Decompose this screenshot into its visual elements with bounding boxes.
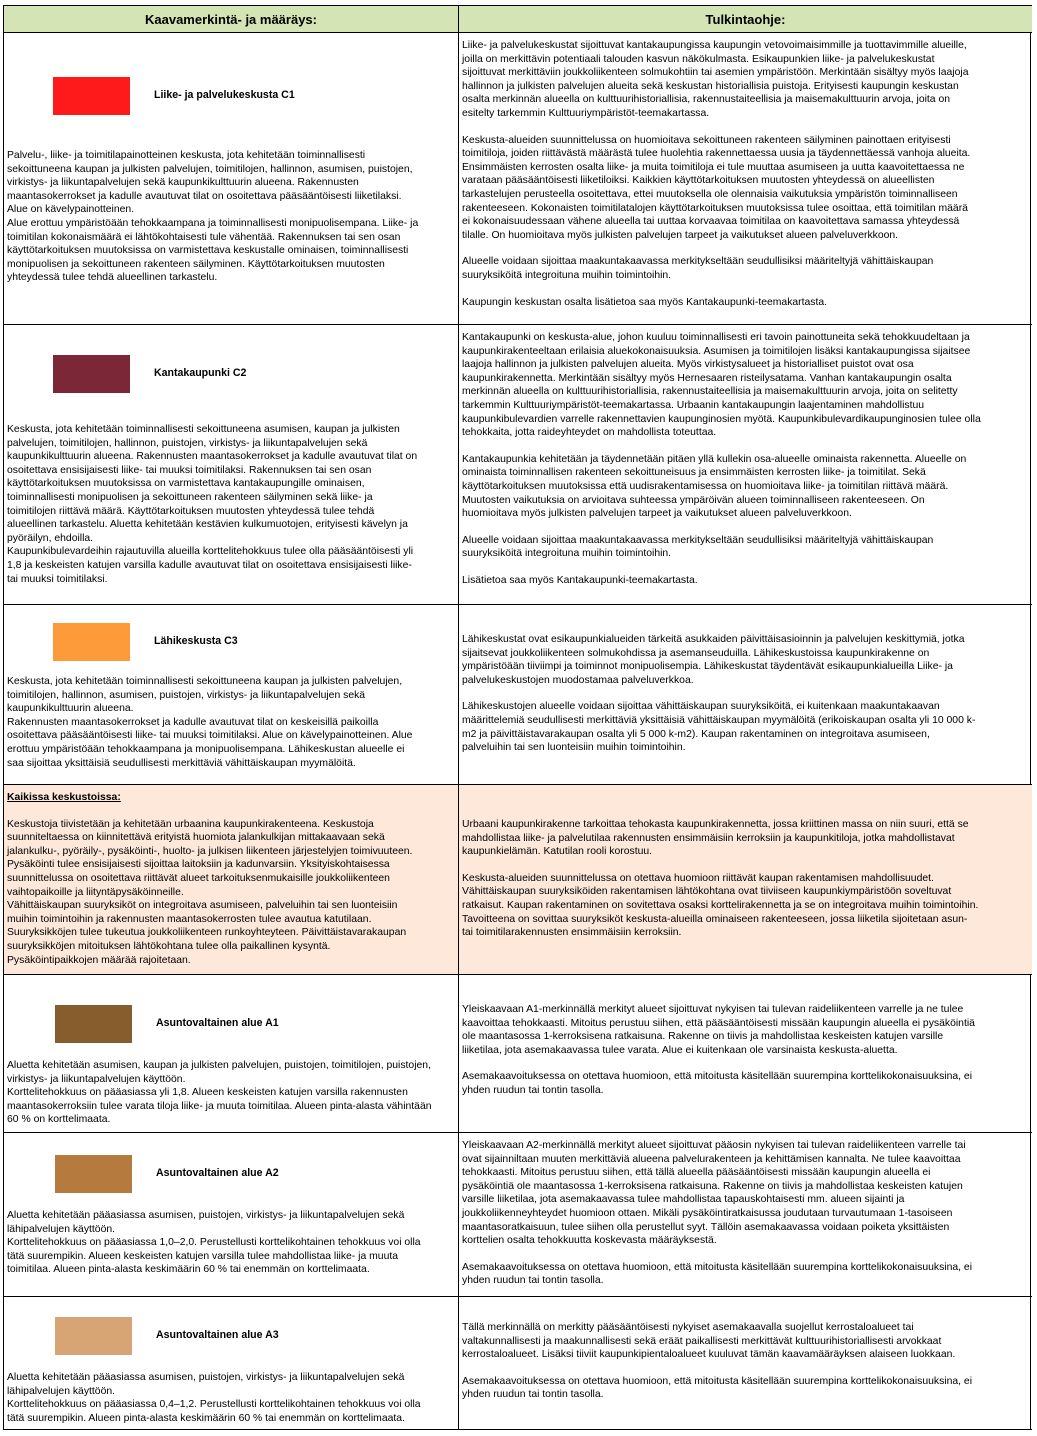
interpretation-text: Lähikeskustat ovat esikaupunkialueiden tärkeitä asukkaiden päivittäisasioinnin ja palvelujen keskittymiä, jotka sijaitsevat joukkoliikenteen solmukohdissa ja asemanseuduilla. Lähikeskustoissa kaupunkirakenne on ympäristöään tiiviimpi ja toiminnot monipuolisempia. Lähikeskustat täydentävät esikaupunkialueilla Liike- ja palvelukeskustojen muodostamaa palveluverkkoa.: [462, 634, 965, 686]
regulation-text-a1: Aluetta kehitetään asumisen, kaupan ja julkisten palvelujen, puistojen, toimitilojen, puistojen, virkistys- ja liikuntapalvelujen käyttöön. Korttelitehokkuus on pääasiassa yli 1,8. Alueen keskeisten katujen varsilla rakennusten maantasokerroksiin tulee varata tiloja liike- ja muuta toimitilaa. Alueen pinta-alasta vähintään 60 % on korttelimaata.: [7, 1060, 432, 1126]
row-a1-interpretation: [459, 975, 1032, 1133]
row-c1-regulation: [4, 33, 459, 325]
interpretation-text: Asemakaavoituksessa on otettava huomioon, että mitoitusta käsitellään suurempina korttelikokonaisuuksina, ei yhden ruudun tai tontin tasolla.: [462, 1375, 972, 1401]
interpretation-text: Yleiskaavaan A1-merkinnällä merkityt alueet sijoittuvat nykyisen tai tulevan raideliikenteen varrelle ja ne tulee kaavoittaa tehokkaasti. Mitoitus perustuu siihen, että pääsääntöisesti missään kaupungin alueella ei pysäköintiä ole maantasossa 1-kerroksisena ratkaisuna. Rakenne on tiivis ja mahdollistaa keskeisten katujen varsille liiketilaa, jota asemakaavassa tulee varata. Alue ei kuitenkaan ole varsinaista keskusta-aluetta.: [462, 1004, 975, 1056]
regulation-text-a2: Aluetta kehitetään pääasiassa asumisen, puistojen, virkistys- ja liikuntapalvelujen sekä lähipalvelujen käyttöön. Korttelitehokkuus on pääasiassa 1,0–2,0. Perustellusti korttelikohtainen tehokkuus voi olla tätä suurempikin. Alueen keskeisten katujen varsilla tulee mahdollistaa liike- ja muuta toimitilaa. Alueen pinta-alasta keskimäärin 60 % tai enemmän on korttelimaata.: [7, 1210, 421, 1276]
swatch-a2: [55, 1155, 132, 1193]
row-all-centres-regulation: [4, 785, 459, 975]
row-a3-regulation: [4, 1297, 459, 1430]
regulation-text-c3: Keskusta, jota kehitetään toiminnallisesti sekoittuneena kaupan ja julkisten palvelujen, toimitilojen, hallinnon, asumisen, puistojen, virkistys- ja liikuntapalvelujen sekä kaupunkikulttuurin alueena. Rakennusten maantasokerrokset ja kadulle avautuvat tilat on keskeisillä paikoilla osoitettava pääsääntöisesti liike- tai muuksi toimitilaksi. Alue on kävelypainotteinen. Alue erottuu ympäristöään tehokkaampana ja monipuolisempana. Lähikeskustan alueelle ei saa sijoittaa yksittäisiä seudullisesti merkittäviä vähittäiskaupan myymälöitä.: [7, 676, 413, 769]
row-a2-regulation: [4, 1133, 459, 1297]
interpretation-text: Lisätietoa saa myös Kantakaupunki-teemakartasta.: [462, 574, 698, 586]
interpretation-text: Kantakaupunki on keskusta-alue, johon kuuluu toiminnallisesti eri tavoin painottuneita sekä tehokkuudeltaan ja kaupunkirakenteeltaan erilaisia aluekokonaisuuksia. Asumisen ja toimitilojen lisäksi kantakaupungissa sijaitsee laajoja hallinnon ja julkisten palvelujen alueita. Myös virkistysalueet ja historialliset puistot ovat osa kaupunkirakennetta. Merkintään sisältyy myös Hernesaaren risteilysatama. Vanhan kantakaupungin osalta merkinnän alueella on kulttuurihistoriallisia, rakennustaiteellisia ja maisemakulttuurin arvoja, joita on selitetty tarkemmin Kulttuuriympäristöt-teemakartassa. Urbaanin kantakaupungin laajentaminen mahdollistuu kaupunkibulevardien varrelle rakennettavien kaupunginosien myötä. Kaupunkibulevardikaupunginosien tulee olla tehokkaita, jotta raideyhteydet on mahdollista toteuttaa.: [462, 332, 981, 439]
header-interpretation: Tulkintaohje:: [459, 5, 1032, 33]
swatch-c3: [53, 623, 130, 661]
legend-label-c3: Lähikeskusta C3: [154, 635, 238, 648]
interpretation-text: Asemakaavoituksessa on otettava huomioon, että mitoitusta käsitellään suurempina korttelikokonaisuuksina, ei yhden ruudun tai tontin tasolla.: [462, 1261, 972, 1287]
interpretation-text: Lähikeskustojen alueelle voidaan sijoittaa vähittäiskaupan suuryksiköitä, ei kuitenkaan maakuntakaavan määrittelemiä seudullisesti merkittäviä yksittäisiä vähittäiskaupan myymälöitä (erikoiskaupan osalta yli 10 000 k- m2 ja päivittäistavarakaupan osalta yli 5 000 k-m2). Kaupan rakentaminen on integroitava asumiseen, palveluihin tai sen luonteisiin muihin toimintoihin.: [462, 701, 976, 754]
interpretation-text: Keskusta-alueiden suunnittelussa on huomioitava sekoittuneen rakenteen säilyminen painottaen erityisesti toimitiloja, joiden riittävästä määrästä tulee huolehtia rakennettaessa uusia ja täydennettäessä vanhoja alueita. Ensimmäisten kerrosten osalta liike- ja muita toimitiloja ei tule muuttaa asumiseen ja uutta kaavoitettaessa ne varataan pääsääntöisesti liiketiloiksi. Kaikkien käyttötarkoituksen muutosten yhteydessä on alueellisten tarkastelujen perusteella osoitettava, ettei muutoksella ole olennaisia vaikutuksia ympäristön toiminnalliseen rakenteeseen. Kokonaisten toimitilatalojen käyttötarkoituksen muutoksissa tulee osoittaa, että toimitilan määrä ei kokonaisuudessaan vähene alueella tai uuttaa korvaavaa toimitilaa on kaavoitettava samassa yhteydessä tilalle. On huomioitava myös julkisten palvelujen tarpeet ja vaikutukset alueen palveluverkkoon.: [462, 134, 971, 241]
swatch-c1: [53, 77, 130, 115]
row-all-centres-interpretation: [459, 785, 1032, 975]
legend-c1: [53, 77, 454, 115]
table-grid: [3, 5, 1031, 1430]
legend-label-c1: Liike- ja palvelukeskusta C1: [154, 89, 295, 102]
swatch-a1: [55, 1005, 132, 1043]
legend-label-a2: Asuntovaltainen alue A2: [156, 1167, 279, 1180]
interpretation-text: Asemakaavoituksessa on otettava huomioon, että mitoitusta käsitellään suurempina korttelikokonaisuuksina, ei yhden ruudun tai tontin tasolla.: [462, 1071, 972, 1096]
interpretation-text: Tällä merkinnällä on merkitty pääsääntöisesti nykyiset asemakaavalla suojellut kerrostaloalueet tai valtakunnallisesti ja maakunnallisesti sekä eräät paikallisesti merkittävät kulttuurihistoriallisesti arvokkaat kerrostaloalueet. Lisäksi tiiviit kaupunkipientaloalueet kuuluvat tämän kaavamääräyksen alaiseen luokkaan.: [462, 1322, 956, 1361]
interpretation-text: Urbaani kaupunkirakenne tarkoittaa tehokasta kaupunkirakennetta, jossa kriittinen massa on niin suuri, että se mahdollistaa liike- ja palvelutilaa rakennusten ensimmäisiin kerroksiin ja kaupunkitiloja, jotka mahdollistavat kaupunkielämän. Katutilan rooli korostuu.: [462, 819, 969, 858]
row-c3-interpretation: [459, 605, 1032, 785]
row-c2-regulation: [4, 325, 459, 605]
regulation-text-c1: Palvelu-, liike- ja toimitilapainotteinen keskusta, jota kehitetään toiminnallisesti sekoittuneena kaupan ja julkisten palvelujen, toimitilojen, hallinnon, asumisen, puistojen, virkistys- ja liikuntapalvelujen sekä kaupunkikulttuurin alueena. Rakennusten maantasokerrokset ja kadulle avautuvat tilat on osoitettava pääsääntöisesti liiketilaksi. Alue on kävelypainotteinen. Alue erottuu ympäristöään tehokkaampana ja toiminnallisesti monipuolisempana. Liike- ja toimitilan kokonaismäärä ei lähtökohtaisesti tule vähentää. Rakennuksen tai sen osan käyttötarkoituksen muutoksissa on varmistettava keskustalle ominaisen, toiminnallisesti monipuolisen ja sekoittuneen rakenteen säilyminen. Käyttötarkoituksen muutosten yhteydessä tulee tehdä alueellinen tarkastelu.: [7, 150, 419, 284]
interpretation-text: Liike- ja palvelukeskustat sijoittuvat kantakaupungissa kaupungin vetovoimaisimmille ja tuottavimmille alueille, joilla on merkittävin potentiaali talouden kasvun näkökulmasta. Esikaupunkien liike- ja palvelukeskustat sijoittuvat merkittäviin joukkoliikenteen solmukohtiin tai asemien ympäristöön. Merkintään sisältyy myös laajoja hallinnon ja julkisten palvelujen alueita sekä keskustan historiallisia puistoja. Erityisesti kaupungin keskustan osalta merkinnän alueella on kulttuurihistoriallisia, rakennustaiteellisia ja maisemakulttuurin arvoja, joita on esitelty tarkemmin Kulttuuriympäristöt-teemakartassa.: [462, 40, 969, 119]
regulation-text-c2: Keskusta, jota kehitetään toiminnallisesti sekoittuneena asumisen, kaupan ja julkisten palvelujen, toimitilojen, hallinnon, puistojen, virkistys- ja liikuntapalvelujen sekä kaupunkikulttuurin alueena. Rakennusten maantasokerrokset ja kadulle avautuvat tilat on osoitettava ensisijaisesti liike- tai muuksi toimitilaksi. Rakennuksen tai sen osan käyttötarkoituksen muutoksissa on varmistettava kantakaupungille ominaisen, toiminnallisesti monipuolisen ja sekoittuneen rakenteen säilyminen sekä liike- ja toimitilojen riittävä määrä. Käyttötarkoituksen muutosten yhteydessä tulee tehdä alueellinen tarkastelu. Aluetta kehitetään kestävien kulkumuotojen, erityisesti kävelyn ja pyöräilyn, ehdoilla. Kaupunkibulevardeihin rajautuvilla alueilla korttelitehokkuus tulee olla pääsääntöisesti yli 1,8 ja keskeisten katujen varsilla kadulle avautuvat tilat on osoitettava ensisijaisesti liike- tai muuksi toimitilaksi.: [7, 424, 418, 585]
row-c2-interpretation: [459, 325, 1032, 605]
header-regulation: Kaavamerkintä- ja määräys:: [4, 5, 459, 33]
swatch-c2: [53, 355, 130, 393]
legend-label-a3: Asuntovaltainen alue A3: [156, 1329, 279, 1342]
regulation-text-a3: Aluetta kehitetään pääasiassa asumisen, puistojen, virkistys- ja liikuntapalvelujen sekä lähipalvelujen käyttöön. Korttelitehokkuus on pääasiassa 0,4–1,2. Perustellusti korttelikohtainen tehokkuus voi olla tätä suurempikin. Alueen pinta-alasta keskimäärin 60 % tai enemmän on korttelimaata.: [7, 1372, 421, 1424]
interpretation-text: Keskusta-alueiden suunnittelussa on otettava huomioon riittävät kaupan rakentamisen mahdollisuudet. Vähittäiskaupan suuryksiköiden rakentamisen lähtökohtana ovat tiiviiseen kaupunkiympäristöön soveltuvat ratkaisut. Kaupan rakentaminen on sovitettava osaksi korttelirakennetta ja se on integroitava muihin toimintoihin. Tavoitteena on sovittaa suuryksiköt keskusta-alueilla ominaiseen rakenteeseen, jossa liiketila sijoitetaan asun- tai toimitilarakennusten ensimmäisiin kerroksiin.: [462, 872, 979, 939]
row-a3-interpretation: [459, 1297, 1032, 1430]
regulation-text-all-centres: Keskustoja tiivistetään ja kehitetään urbaanina kaupunkirakenteena. Keskustoja suunniteltaessa on kiinnitettävä erityistä huomiota jalankulkijan mittakaavaan sekä jalankulku-, pyöräily-, pysäköinti-, huolto- ja julkisen liikenteen järjestelyjen toimivuuteen. Pysäköinti tulee ensisijaisesti sijoittaa laitoksiin ja kadunvarsiin. Yksityiskohtaisessa suunnittelussa on osoitettava riittävät alueet tarkoituksenmukaisille joukkoliikenteen vaihtopaikoille ja liityntäpysäköinneille. Vähittäiskaupan suuryksiköt on integroitava asumiseen, palveluihin tai sen luonteisiin muihin toimintoihin ja rakennusten maantasokerrosten tulee avautua katutilaan. Suuryksikköjen tulee tukeutua joukkoliikenteen runkoyhteyteen. Päivittäistavarakaupan suuryksikköjen mitoituksen lähtökohtana tulee olla paikallinen kysyntä. Pysäköintipaikkojen määrää rajoitetaan.: [7, 818, 413, 966]
legend-c3: [53, 623, 454, 661]
interpretation-text: Kantakaupunkia kehitetään ja täydennetään pitäen yllä kullekin osa-alueelle ominaista rakennetta. Alueelle on ominaista toiminnallisen rakenteen sekoittuneisuus ja ensimmäisten kerrosten liike- ja toimitilat. Sekä käyttötarkoituksen muutoksissa että uudisrakentamisessa on huomioitava liike- ja toimitilan riittävä määrä. Muutosten vaikutuksia on arvioitava suhteessa ympäröivän alueen toiminnalliseen rakenteeseen. On huomioitava myös julkisten palvelujen tarpeet ja vaikutukset alueen palveluverkkoon.: [462, 453, 967, 520]
plan-regulation-table: [3, 5, 1031, 1430]
legend-a1: [55, 1005, 454, 1043]
interpretation-text: Kaupungin keskustan osalta lisätietoa saa myös Kantakaupunki-teemakartasta.: [462, 296, 828, 308]
legend-c2: [53, 355, 454, 393]
all-centres-title: Kaikissa keskustoissa:: [7, 792, 121, 803]
swatch-a3: [55, 1317, 132, 1355]
legend-label-c2: Kantakaupunki C2: [154, 367, 247, 380]
interpretation-text: Yleiskaavaan A2-merkinnällä merkityt alueet sijoittuvat pääosin nykyisen tai tulevan raideliikenteen varrelle tai ovat sijainniltaan muuten merkittäviä alueena palvelurakenteen ja kehittämisen kannalta. Ne tulee kaavoittaa tehokkaasti. Mitoitus perustuu siihen, että tällä alueella pääsääntöisesti missään kaupungin alueella ei pysäköintiä ole maantasossa 1-kerroksisena ratkaisuna. Rakenne on tiivis ja mahdollistaa keskeisten katujen varsille liiketilaa, jota asemakaavassa tulee mahdollistaa tapauskohtaisesti mm. alueen sijainti ja joukkoliikenneyhteydet huomioon ottaen. Mikäli pysäköintiratkaisussa joudutaan turvautumaan 1-tasoiseen maantasoratkaisuun, tulee siihen olla perustellut syyt. Tällöin asemakaavassa voidaan poiketa yksittäisten korttelien osalta tehokkuutta koskevasta määräyksestä.: [462, 1140, 966, 1247]
row-a1-regulation: [4, 975, 459, 1133]
legend-a2: [55, 1155, 454, 1193]
legend-label-a1: Asuntovaltainen alue A1: [156, 1017, 279, 1030]
row-c3-regulation: [4, 605, 459, 785]
row-a2-interpretation: [459, 1133, 1032, 1297]
interpretation-text: Alueelle voidaan sijoittaa maakuntakaavassa merkitykseltään seudullisiksi määriteltyjä vähittäiskaupan suuryksiköitä integroituna muihin toimintoihin.: [462, 534, 934, 560]
legend-a3: [55, 1317, 454, 1355]
row-c1-interpretation: [459, 33, 1032, 325]
interpretation-text: Alueelle voidaan sijoittaa maakuntakaavassa merkitykseltään seudullisiksi määriteltyjä vähittäiskaupan suuryksiköitä integroituna muihin toimintoihin.: [462, 256, 934, 281]
